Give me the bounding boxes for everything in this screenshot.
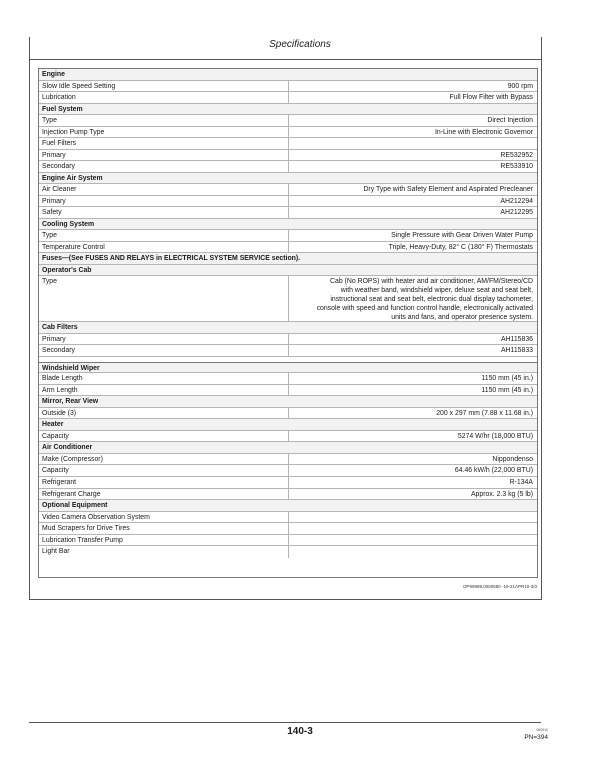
spec-value: AH115833 (500, 347, 533, 355)
spec-row (39, 138, 537, 150)
section-heading: Cab Filters (39, 322, 537, 333)
spec-row (39, 512, 537, 524)
section-heading: Cooling System (39, 219, 537, 230)
spec-value: 1150 mm (45 in.) (481, 386, 533, 394)
spec-value: In-Line with Electronic Governor (434, 128, 533, 136)
spec-row (39, 489, 537, 501)
spec-label: Outside (3) (39, 408, 289, 419)
spec-value: Single Pressure with Gear Driven Water Pump (391, 232, 533, 240)
section-heading: Engine Air System (39, 173, 537, 184)
spec-value: RE533910 (500, 163, 533, 171)
spec-row (39, 465, 537, 477)
spec-label: Light Bar (39, 546, 289, 558)
spec-label: Arm Length (39, 385, 289, 396)
footer-code: 060510 (536, 728, 548, 732)
spec-value: Triple, Heavy-Duty, 82° C (180° F) Thermostats (388, 243, 533, 251)
spec-section-header (39, 253, 537, 265)
spec-value (289, 523, 537, 534)
spec-value: Dry Type with Safety Element and Aspirated Precleaner (363, 186, 533, 194)
spec-label: Blade Length (39, 373, 289, 384)
part-number: PN=394 (524, 734, 548, 741)
spec-row (39, 408, 537, 420)
spec-label: Temperature Control (39, 242, 289, 253)
section-heading: Mirror, Rear View (39, 396, 537, 407)
spec-value: R-134A (509, 478, 533, 486)
spec-row (39, 477, 537, 489)
spec-value: AH115836 (500, 335, 533, 343)
page-section-title: Specifications (269, 39, 331, 50)
spec-value: Cab (No ROPS) with heater and air conditioner, AM/FM/Stereo/CD with weather band, windshield wiper, deluxe seat and seat belt, instructional seat and seat belt, electronic dual display tachometer, console with speed and function control handle, electronically activated units and fans, and operator presence system. (316, 278, 533, 322)
spec-value: Direct Injection (487, 117, 533, 125)
spec-value: AH212294 (500, 197, 533, 205)
spec-value: 5274 W/hr (18,000 BTU) (457, 432, 533, 440)
section-heading: Optional Equipment (39, 500, 537, 511)
spec-value: Approx. 2.3 kg (5 lb) (470, 490, 533, 498)
spec-label: Type (39, 276, 289, 321)
spec-section-header (39, 173, 537, 185)
spec-label: Make (Compressor) (39, 454, 289, 465)
spec-label: Fuel Filters (39, 138, 289, 149)
spec-value: 200 x 297 mm (7.88 x 11.68 in.) (436, 409, 533, 417)
spec-row (39, 92, 537, 104)
spec-label: Primary (39, 150, 289, 161)
spec-label: Secondary (39, 345, 289, 356)
spec-value: 1150 mm (45 in.) (481, 375, 533, 383)
spec-row (39, 184, 537, 196)
spec-row (39, 385, 537, 397)
specifications-table (38, 68, 538, 578)
spec-value (289, 535, 537, 546)
spec-label: Lubrication Transfer Pump (39, 535, 289, 546)
spec-section-header (39, 322, 537, 334)
spec-label: Mud Scrapers for Drive Tires (39, 523, 289, 534)
spec-row (39, 242, 537, 254)
spec-row (39, 546, 537, 558)
spec-section-header (39, 419, 537, 431)
spec-label: Capacity (39, 431, 289, 442)
section-heading: Heater (39, 419, 537, 430)
spec-section-header (39, 219, 537, 231)
spec-section-header (39, 500, 537, 512)
section-heading: Windshield Wiper (39, 363, 537, 373)
spec-section-header (39, 362, 537, 374)
spec-label: Safety (39, 207, 289, 218)
spec-value: AH212295 (500, 209, 533, 217)
spec-row (39, 276, 537, 322)
spec-section-header (39, 69, 537, 81)
section-heading: Operator's Cab (39, 265, 537, 276)
spec-row (39, 150, 537, 162)
spec-section-header (39, 265, 537, 277)
spec-label: Refrigerant (39, 477, 289, 488)
spec-row (39, 115, 537, 127)
spec-value: RE532952 (500, 151, 533, 159)
spec-value (289, 512, 537, 523)
spec-row (39, 127, 537, 139)
section-heading: Fuses—(See FUSES AND RELAYS in ELECTRICAL SYSTEM SERVICE section). (39, 253, 537, 264)
section-heading: Air Conditioner (39, 442, 537, 453)
spec-section-header (39, 442, 537, 454)
spec-label: Secondary (39, 161, 289, 172)
spec-label: Capacity (39, 465, 289, 476)
spec-label: Video Camera Observation System (39, 512, 289, 523)
section-heading: Engine (39, 69, 537, 80)
spec-value: 64.46 kW/h (22,000 BTU) (454, 467, 533, 475)
spec-row (39, 431, 537, 443)
document-reference: DP99999,0000590 -19-21APR10-3/3 (463, 584, 537, 589)
spec-section-header (39, 396, 537, 408)
spec-value: Nippondenso (492, 455, 533, 463)
spec-label: Primary (39, 196, 289, 207)
spec-row (39, 207, 537, 219)
spec-label: Lubrication (39, 92, 289, 103)
spec-label: Injection Pump Type (39, 127, 289, 138)
spec-row (39, 454, 537, 466)
spec-value (289, 138, 537, 149)
spec-label: Primary (39, 334, 289, 345)
spec-label: Air Cleaner (39, 184, 289, 195)
spec-value: Full Flow Filter with Bypass (449, 94, 533, 102)
spec-row (39, 161, 537, 173)
spec-section-header (39, 104, 537, 116)
spec-row (39, 196, 537, 208)
spec-label: Type (39, 230, 289, 241)
spec-label: Refrigerant Charge (39, 489, 289, 500)
spec-value (289, 546, 537, 558)
spec-row (39, 535, 537, 547)
spec-row (39, 334, 537, 346)
spec-value: 900 rpm (507, 82, 533, 90)
section-heading: Fuel System (39, 104, 537, 115)
spec-label: Type (39, 115, 289, 126)
page-number: 140-3 (287, 726, 313, 737)
spec-row (39, 373, 537, 385)
spec-row (39, 523, 537, 535)
spec-row (39, 345, 537, 357)
spec-row (39, 81, 537, 93)
spec-row (39, 230, 537, 242)
spec-label: Slow Idle Speed Setting (39, 81, 289, 92)
footer-divider (29, 722, 541, 723)
